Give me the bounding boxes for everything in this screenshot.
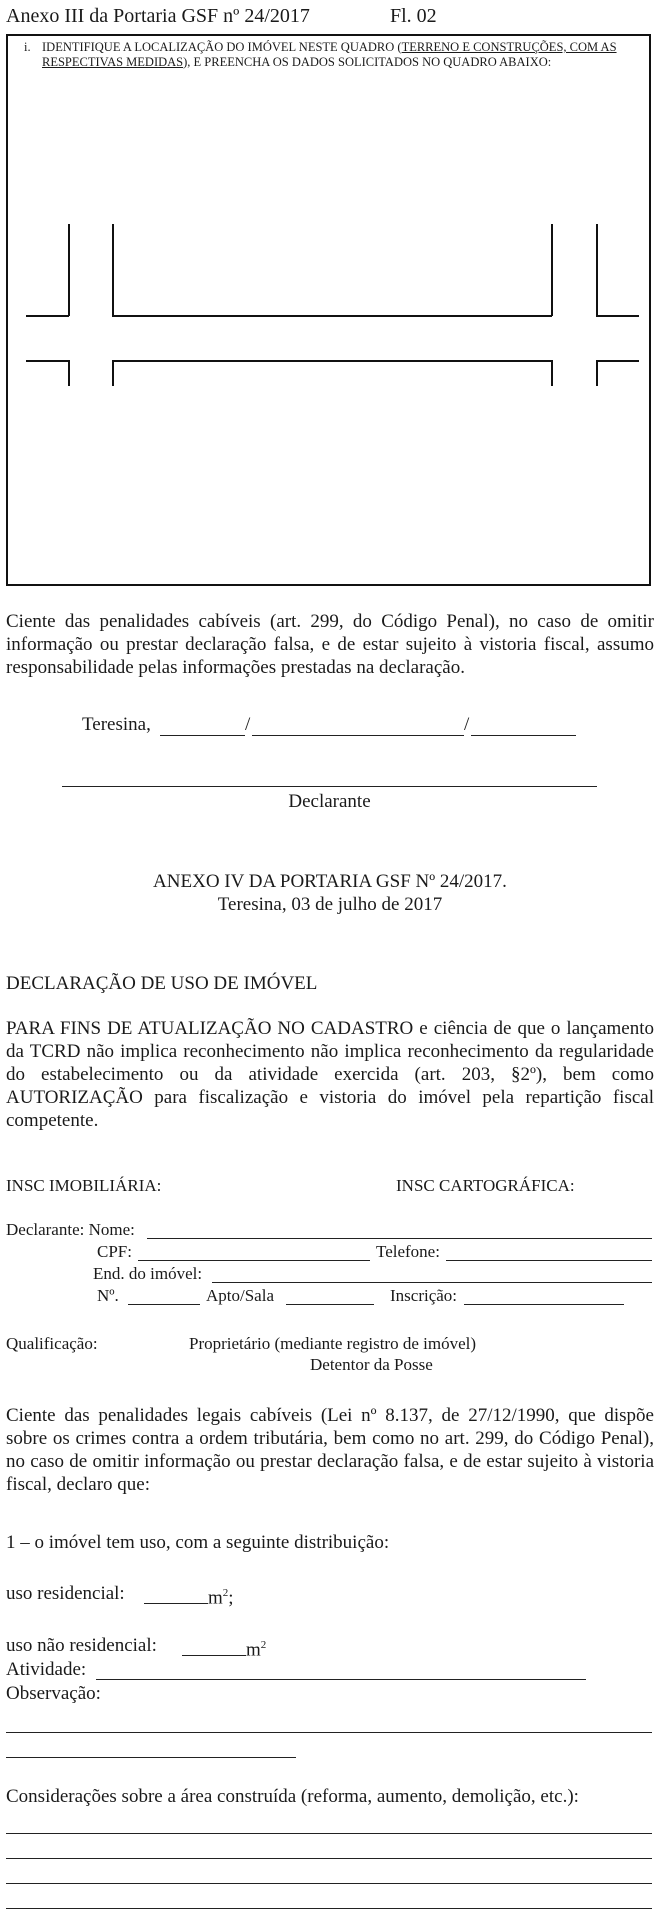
qualification-option-possessor[interactable]: Detentor da Posse (310, 1355, 433, 1374)
uso-nao-residencial-label: uso não residencial: (6, 1635, 157, 1656)
apto-label: Apto/Sala (206, 1286, 274, 1305)
uso-residencial-unit: $m^2$; (208, 1587, 234, 1609)
insc-imobiliaria-label: INSC IMOBILIÁRIA: (6, 1176, 162, 1195)
observacao-line-2[interactable] (6, 1757, 296, 1758)
location-sketch-box[interactable] (6, 34, 651, 586)
day-field[interactable] (160, 735, 245, 736)
consideracoes-line-3[interactable] (6, 1883, 652, 1884)
apto-field[interactable] (286, 1304, 374, 1305)
declaration-text: Ciente das penalidades cabíveis (art. 299, do Código Penal), no caso de omitir informação ou prestar declaração falsa, e de estar sujeito à vistoria fiscal, assumo responsabilidade pelas informações prestadas na declaração. (6, 611, 654, 678)
observacao-line-1[interactable] (6, 1732, 652, 1733)
insc-cartografica-label: INSC CARTOGRÁFICA: (396, 1176, 575, 1195)
atividade-field[interactable] (96, 1679, 586, 1680)
item-number: i. (24, 40, 31, 54)
numero-field[interactable] (128, 1304, 200, 1305)
usage-declaration-heading: DECLARAÇÃO DE USO DE IMÓVEL (6, 973, 318, 994)
annex-header: Anexo III da Portaria GSF nº 24/2017 (6, 5, 310, 27)
uso-residencial-field[interactable] (144, 1603, 208, 1604)
penalties-paragraph: Ciente das penalidades legais cabíveis (Lei nº 8.137, de 27/12/1990, que dispõe sobre os crimes contra a ordem tributária, bem como no art. 299, do Código Penal), no caso de omitir informação ou prestar declaração falsa, e de estar sujeito à vistoria fiscal, declaro que: (6, 1405, 654, 1495)
sheet-number: Fl. 02 (390, 5, 437, 27)
consideracoes-line-4[interactable] (6, 1908, 652, 1909)
instruction-prefix: IDENTIFIQUE A LOCALIZAÇÃO DO IMÓVEL NESTE QUADRO ( (42, 40, 402, 54)
annex4-title: ANEXO IV DA PORTARIA GSF Nº 24/2017. (153, 871, 507, 892)
consideracoes-label: Considerações sobre a área construída (reforma, aumento, demolição, etc.): (6, 1786, 579, 1807)
cpf-field[interactable] (138, 1260, 370, 1261)
qualification-option-owner[interactable]: Proprietário (mediante registro de imóvel) (189, 1334, 477, 1353)
instruction-underlined: TERRENO E CONSTRUÇÕES, COM AS RESPECTIVAS MEDIDAS (42, 40, 617, 69)
consideracoes-line-2[interactable] (6, 1858, 652, 1859)
declarant-name-field[interactable] (147, 1238, 652, 1239)
qualificacao-label: Qualificação: (6, 1334, 98, 1353)
atividade-label: Atividade: (6, 1659, 87, 1680)
telefone-label: Telefone: (376, 1242, 440, 1261)
inscricao-label: Inscrição: (390, 1286, 458, 1305)
inscricao-field[interactable] (464, 1304, 624, 1305)
consideracoes-line-1[interactable] (6, 1833, 652, 1834)
signature-line[interactable] (62, 786, 597, 787)
instruction-suffix: ), E PREENCHA OS DADOS SOLICITADOS NO QUADRO ABAIXO: (183, 55, 552, 69)
observacao-label: Observação: (6, 1683, 101, 1704)
endereco-label: End. do imóvel: (93, 1264, 203, 1283)
annex4-date: Teresina, 03 de julho de 2017 (217, 894, 443, 915)
uso-residencial-label: uso residencial: (6, 1583, 125, 1604)
date-separator-2: / (464, 714, 470, 735)
intro-paragraph: PARA FINS DE ATUALIZAÇÃO NO CADASTRO e ciência de que o lançamento da TCRD não implica reconhecimento não implica reconhecimento da regularidade do estabelecimento ou da atividade exercida (art. 203, §2º), bem como AUTORIZAÇÃO para fiscalização e vistoria do imóvel pela repartição fiscal competente. (6, 1018, 654, 1131)
declarant-name-label: Declarante: Nome: (6, 1220, 135, 1239)
endereco-field[interactable] (212, 1282, 652, 1283)
signature-label: Declarante (288, 791, 371, 812)
year-field[interactable] (471, 735, 576, 736)
uso-nao-residencial-unit: $m^2$ (246, 1639, 267, 1661)
date-separator-1: / (245, 714, 251, 735)
city-label: Teresina, (82, 714, 151, 735)
box-instruction (24, 40, 642, 70)
uso-nao-residencial-field[interactable] (182, 1655, 246, 1656)
telefone-field[interactable] (446, 1260, 652, 1261)
numero-label: Nº. (97, 1286, 119, 1305)
month-field[interactable] (252, 735, 464, 736)
cpf-label: CPF: (97, 1242, 132, 1261)
usage-item-1: 1 – o imóvel tem uso, com a seguinte distribuição: (6, 1532, 390, 1553)
